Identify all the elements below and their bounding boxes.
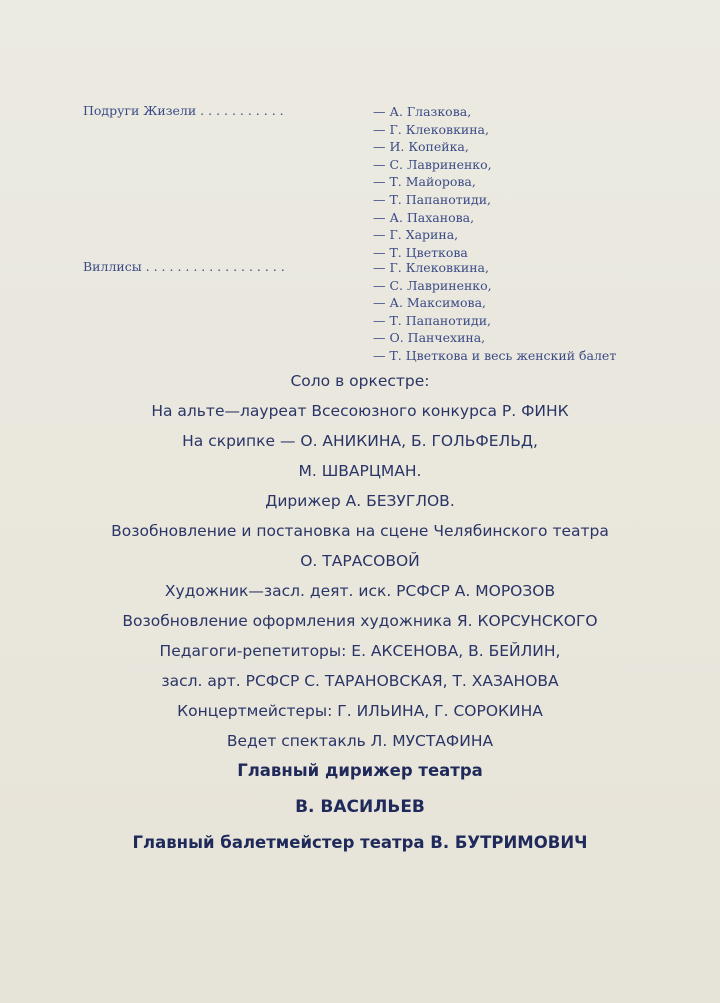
credit-line-violin: На скрипке — О. АНИКИНА, Б. ГОЛЬФЕЛЬД, (182, 432, 538, 450)
role-label: Виллисы . . . . . . . . . . . . . . . . . . (83, 259, 285, 274)
chief-conductor-title: Главный дирижер театра (237, 761, 483, 780)
credit-line-artist: Художник—засл. деят. иск. РСФСР А. МОРОЗОВ (164, 582, 556, 600)
chief-choreographer: Главный балетмейстер театра В. БУТРИМОВИЧ (132, 833, 588, 852)
role-label: Подруги Жизели . . . . . . . . . . . (83, 103, 284, 118)
cast-name: — Т. Майорова, (373, 174, 476, 190)
cast-names-list (373, 103, 492, 261)
credit-line-tutors: Педагоги-репетиторы: Е. АКСЕНОВА, В. БЕЙЛИН, (159, 642, 561, 660)
chief-conductor-name: В. ВАСИЛЬЕВ (295, 797, 425, 817)
cast-name: — А. Паханова, (373, 209, 475, 225)
credit-line-design-revival: Возобновление оформления художника Я. КОРСУНСКОГО (122, 612, 598, 630)
cast-name: — И. Копейка, (373, 139, 469, 155)
cast-name: — О. Панчехина, (373, 330, 486, 346)
credit-line-violin-cont: М. ШВАРЦМАН. (298, 462, 422, 480)
credit-line-tutors-cont: засл. арт. РСФСР С. ТАРАНОВСКАЯ, Т. ХАЗАНОВА (161, 672, 559, 690)
credit-line-accompanists: Концертмейстеры: Г. ИЛЬИНА, Г. СОРОКИНА (177, 702, 543, 720)
cast-name: — С. Лавриненко, (373, 277, 492, 293)
credit-line-conductor: Дирижер А. БЕЗУГЛОВ. (265, 492, 455, 510)
cast-name: — Т. Папанотиди, (373, 312, 491, 328)
credit-line-solo-title: Соло в оркестре: (290, 372, 430, 390)
cast-name: — А. Максимова, (373, 295, 486, 311)
cast-name: — Т. Цветкова (373, 244, 468, 260)
credit-line-viola: На альте—лауреат Всесоюзного конкурса Р. ФИНК (151, 402, 569, 420)
cast-name: — А. Глазкова, (373, 104, 472, 119)
cast-name: — С. Лавриненко, (373, 156, 492, 172)
credit-line-revival-name: О. ТАРАСОВОЙ (300, 552, 420, 570)
cast-name: — Т. Папанотиди, (373, 191, 491, 207)
cast-name: — Т. Цветкова и весь женский балет (373, 347, 617, 363)
cast-name: — Г. Харина, (373, 227, 459, 243)
cast-names-list (373, 259, 616, 365)
credit-line-revival: Возобновление и постановка на сцене Челябинского театра (111, 522, 609, 540)
cast-name: — Г. Клековкина, (373, 260, 489, 275)
credits-block (0, 366, 720, 858)
credit-line-stage-manager: Ведет спектакль Л. МУСТАФИНА (226, 732, 494, 750)
cast-name: — Г. Клековкина, (373, 121, 489, 137)
